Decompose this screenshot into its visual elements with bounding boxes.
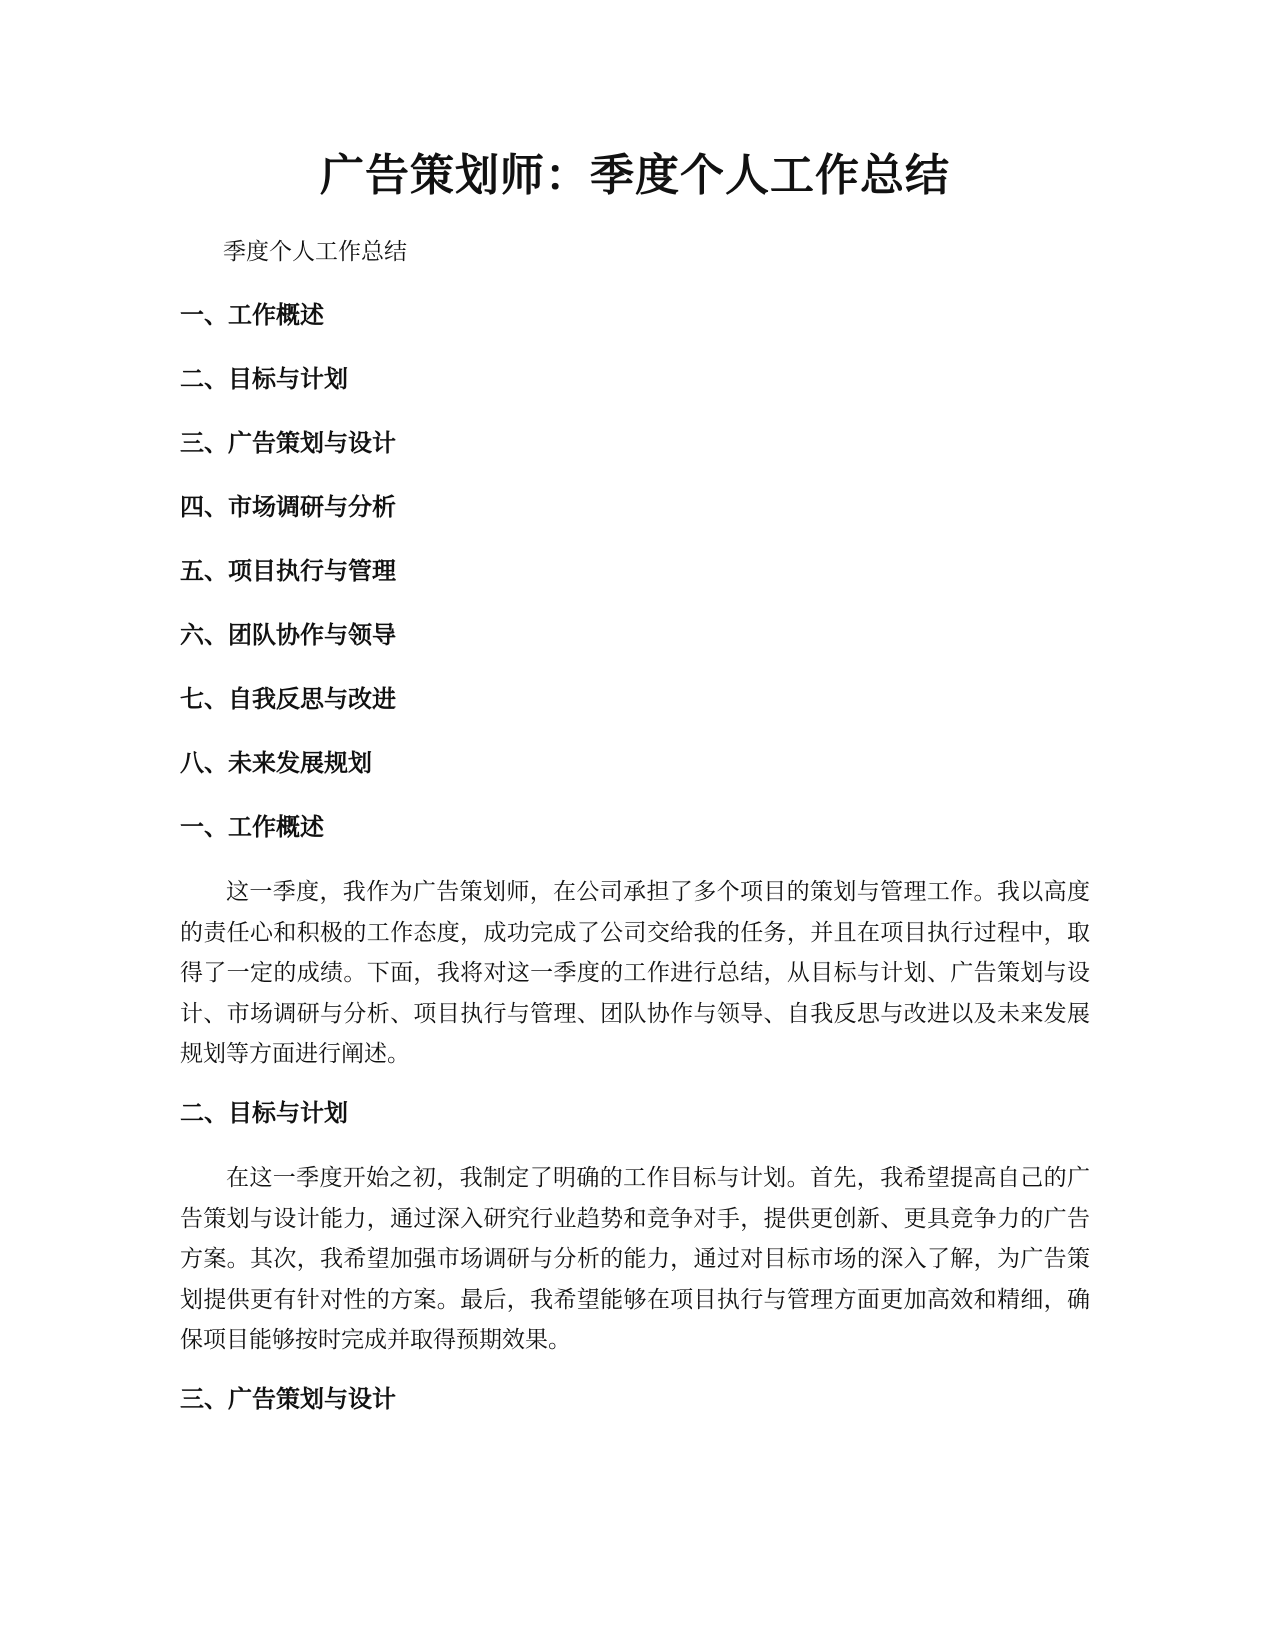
section-paragraph: 在这一季度开始之初，我制定了明确的工作目标与计划。首先，我希望提高自己的广告策划与设计能力，通过深入研究行业趋势和竞争对手，提供更创新、更具竞争力的广告方案。其次，我希望加强市场调研与分析的能力，通过对目标市场的深入了解，为广告策划提供更有针对性的方案。最后，我希望能够在项目执行与管理方面更加高效和精细，确保项目能够按时完成并取得预期效果。 bbox=[180, 1165, 1090, 1353]
section-work-overview bbox=[180, 810, 1090, 1075]
toc-item: 八、未来发展规划 bbox=[180, 749, 372, 777]
toc-item: 三、广告策划与设计 bbox=[180, 429, 396, 457]
toc-item: 一、工作概述 bbox=[180, 301, 324, 329]
toc-item: 二、目标与计划 bbox=[180, 365, 348, 393]
toc-item: 七、自我反思与改进 bbox=[180, 685, 396, 713]
toc-item: 六、团队协作与领导 bbox=[180, 621, 396, 649]
section-heading: 一、工作概述 bbox=[180, 813, 324, 841]
document-title: 广告策划师：季度个人工作总结 bbox=[320, 150, 950, 201]
table-of-contents bbox=[180, 298, 396, 810]
section-heading: 三、广告策划与设计 bbox=[180, 1385, 396, 1413]
section-heading: 二、目标与计划 bbox=[180, 1099, 348, 1127]
document-subtitle: 季度个人工作总结 bbox=[223, 239, 407, 265]
toc-item: 五、项目执行与管理 bbox=[180, 557, 396, 585]
section-ad-planning-design bbox=[180, 1382, 1090, 1416]
section-goals-plans bbox=[180, 1096, 1090, 1361]
toc-item: 四、市场调研与分析 bbox=[180, 493, 396, 521]
section-paragraph: 这一季度，我作为广告策划师，在公司承担了多个项目的策划与管理工作。我以高度的责任心和积极的工作态度，成功完成了公司交给我的任务，并且在项目执行过程中，取得了一定的成绩。下面，我将对这一季度的工作进行总结，从目标与计划、广告策划与设计、市场调研与分析、项目执行与管理、团队协作与领导、自我反思与改进以及未来发展规划等方面进行阐述。 bbox=[180, 879, 1090, 1067]
